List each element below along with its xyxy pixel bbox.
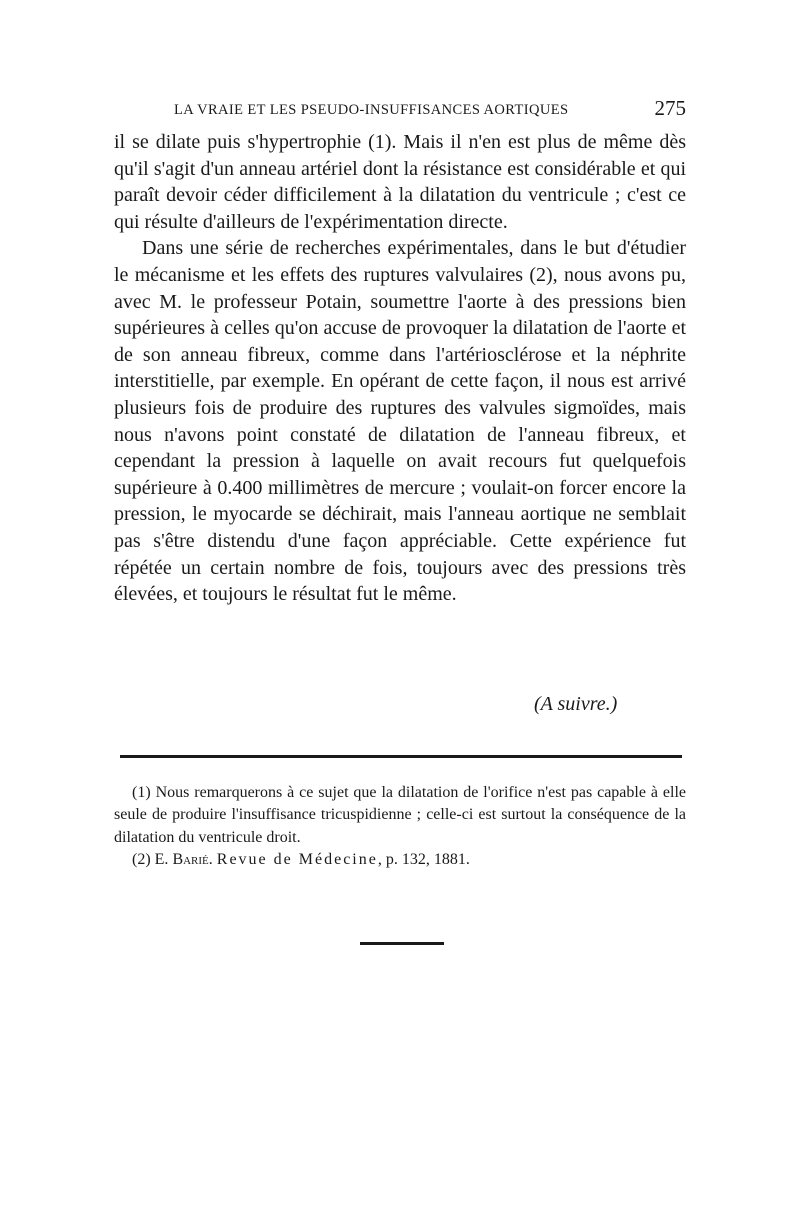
footnote-1: (1) Nous remarquerons à ce sujet que la dilatation de l'orifice n'est pas capable à elle seule de produire l'insuffisance tricuspidienne ; celle-ci est surtout la conséquence de la dilatation du ventricule droit. — [114, 784, 686, 846]
to-be-continued-note — [534, 693, 617, 716]
running-head: LA VRAIE ET LES PSEUDO-INSUFFISANCES AORTIQUES — [174, 102, 569, 118]
body-text — [114, 129, 686, 608]
footnote-2 — [114, 849, 686, 871]
footnote-separator-rule — [120, 755, 682, 758]
paragraph-continued: il se dilate puis s'hypertrophie (1). Mais il n'en est plus de même dès qu'il s'agit d'un anneau artériel dont la résistance est considérable et qui paraît devoir céder difficilement à la dilatation du ventricule ; c'est ce qui résulte d'ailleurs de l'expérimentation directe. — [114, 131, 686, 233]
section-end-rule — [360, 942, 444, 945]
footnotes — [114, 782, 686, 871]
footnote-2-author: Barié. — [172, 850, 213, 868]
to-be-continued-text: (A suivre.) — [534, 693, 618, 715]
page-header — [114, 96, 686, 126]
footnote-2-suffix: , p. 132, 1881. — [377, 850, 470, 868]
page-number: 275 — [654, 96, 686, 120]
footnote-2-journal: Revue de Médecine — [216, 850, 378, 868]
paragraph-experiments: Dans une série de recherches expérimentales, dans le but d'étudier le mécanisme et les effets des ruptures valvulaires (2), nous avons pu, avec M. le professeur Potain, soumettre l'aorte à des pressions bien supérieures à celles qu'on accuse de provoquer la dilatation de l'aorte et de son anneau fibreux, comme dans l'artériosclérose et la néphrite interstitielle, par exemple. En opérant de cette façon, il nous est arrivé plusieurs fois de produire des ruptures des valvules sigmoïdes, mais nous n'avons point constaté de dilatation de l'anneau fibreux, et cependant la pression à laquelle on avait recours fut quelquefois supérieure à 0.400 millimètres de mercure ; voulait-on forcer encore la pression, le myocarde se déchirait, mais l'anneau aortique ne semblait pas s'être distendu d'une façon appréciable. Cette expérience fut répétée un certain nombre de fois, toujours avec des pressions très élevées, et toujours le résultat fut le même. — [114, 237, 686, 606]
footnote-2-prefix: (2) E. — [132, 850, 169, 868]
